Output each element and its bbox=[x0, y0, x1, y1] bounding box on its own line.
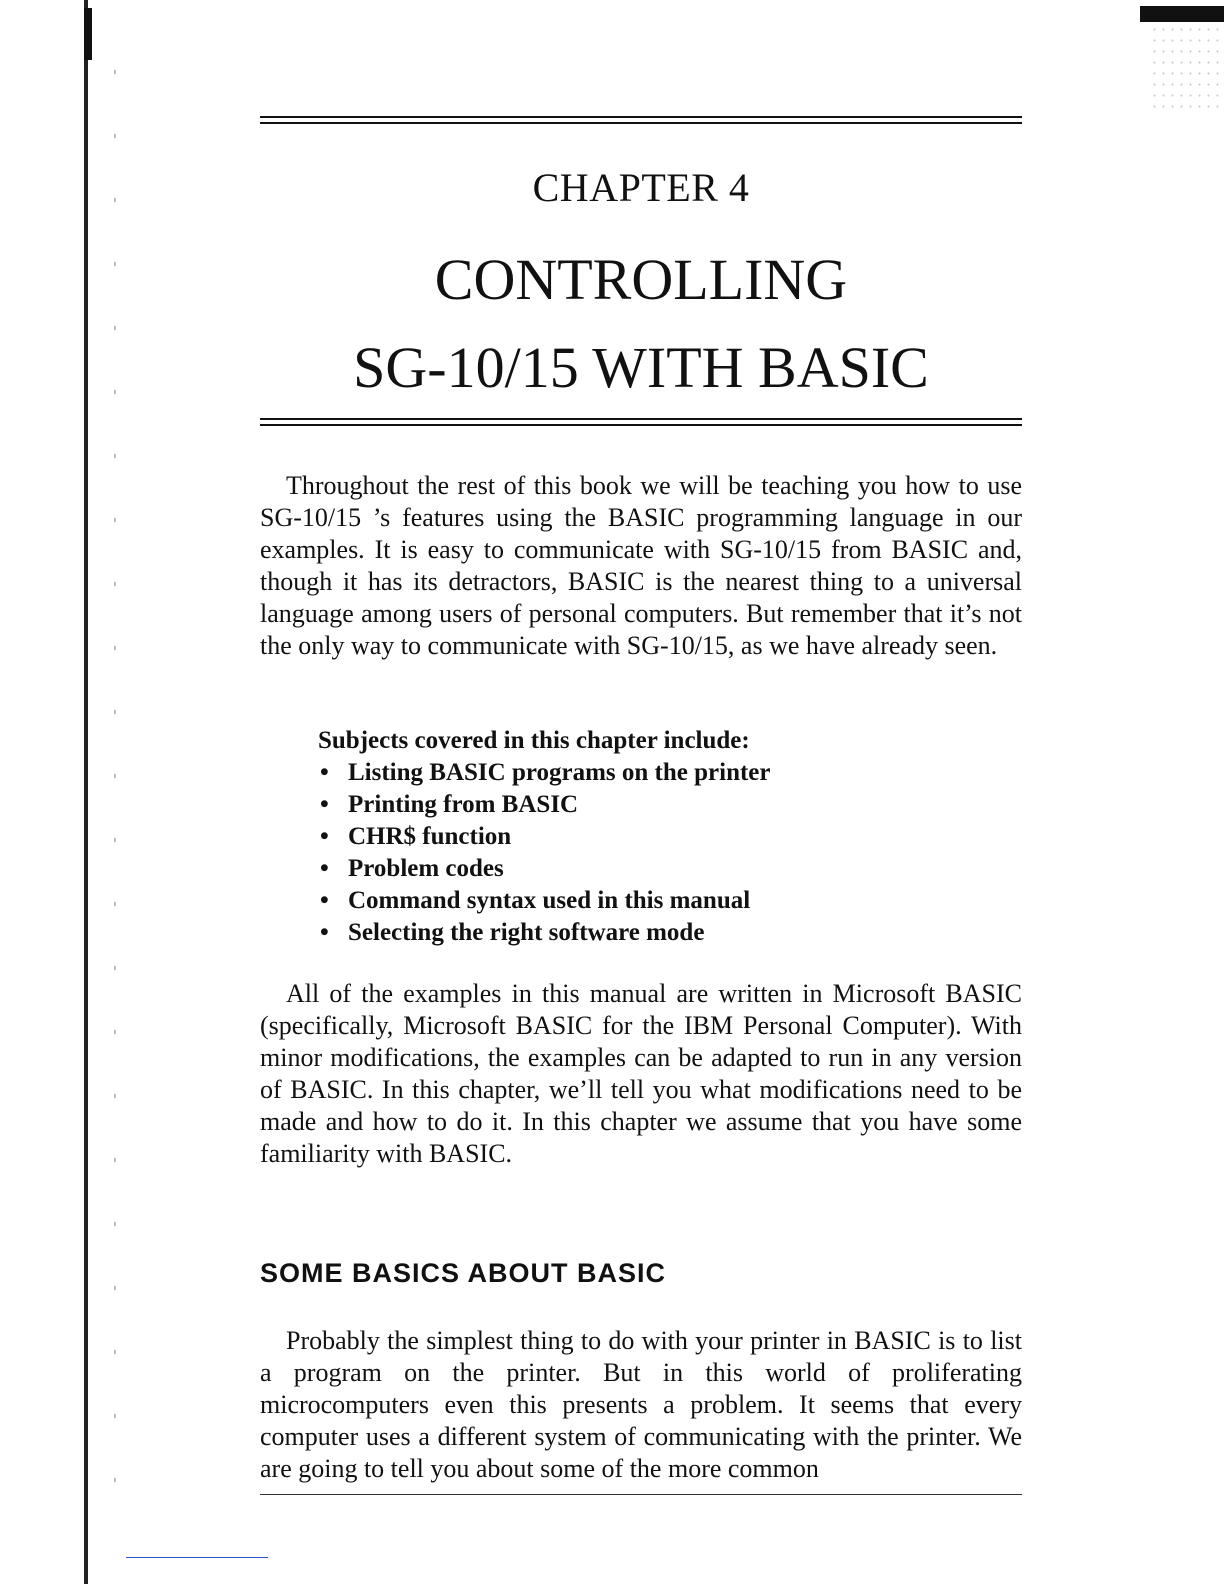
subjects-heading: Subjects covered in this chapter include: bbox=[318, 727, 750, 754]
section-heading: SOME BASICS ABOUT BASIC bbox=[260, 1258, 667, 1288]
subjects-list bbox=[318, 757, 1018, 949]
scan-binding-mark bbox=[84, 8, 92, 60]
header-double-rule-bottom bbox=[260, 418, 1022, 426]
list-item: • Problem codes bbox=[318, 853, 1018, 885]
list-item: • Selecting the right software mode bbox=[318, 917, 1018, 949]
header-double-rule-top bbox=[260, 116, 1022, 124]
chapter-number: CHAPTER 4 bbox=[532, 165, 750, 210]
chapter-title bbox=[260, 236, 1022, 412]
list-item: • CHR$ function bbox=[318, 821, 1018, 853]
intro-paragraph: Throughout the rest of this book we will be teaching you how to use SG-10/15 ’s features using the BASIC programming language in our examples. It is easy to communicate with SG-10/15 from BASIC and, though it has its detractors, BASIC is the nearest thing to a universal language among users of personal computers. But remember that it’s not the only way to communicate with SG-10/15, as we have already seen. bbox=[260, 471, 1022, 660]
scan-corner-mark bbox=[1140, 6, 1224, 22]
chapter-title-line-1: CONTROLLING bbox=[434, 247, 848, 312]
scan-speckle-corner bbox=[1150, 24, 1224, 114]
scan-speckle-left bbox=[100, 40, 130, 1540]
list-item: • Printing from BASIC bbox=[318, 789, 1018, 821]
scan-bottom-line bbox=[126, 1557, 268, 1558]
examples-paragraph: All of the examples in this manual are written in Microsoft BASIC (specifically, Microsoft BASIC for the IBM Personal Computer). With minor modifications, the examples can be adapted to run in any version of BASIC. In this chapter, we’ll tell you what modifications need to be made and how to do it. In this chapter we assume that you have some familiarity with BASIC. bbox=[260, 979, 1022, 1168]
footer-rule bbox=[260, 1494, 1022, 1495]
section-paragraph: Probably the simplest thing to do with your printer in BASIC is to list a program on the printer. But in this world of proliferating microcomputers even this presents a problem. It seems that every computer uses a different system of communicating with the printer. We are going to tell you about some of the more common bbox=[260, 1326, 1022, 1483]
scan-binding-edge bbox=[84, 0, 88, 1584]
list-item: • Listing BASIC programs on the printer bbox=[318, 757, 1018, 789]
list-item: • Command syntax used in this manual bbox=[318, 885, 1018, 917]
subjects-box bbox=[318, 725, 1018, 949]
chapter-title-line-2: SG-10/15 WITH BASIC bbox=[353, 335, 929, 400]
